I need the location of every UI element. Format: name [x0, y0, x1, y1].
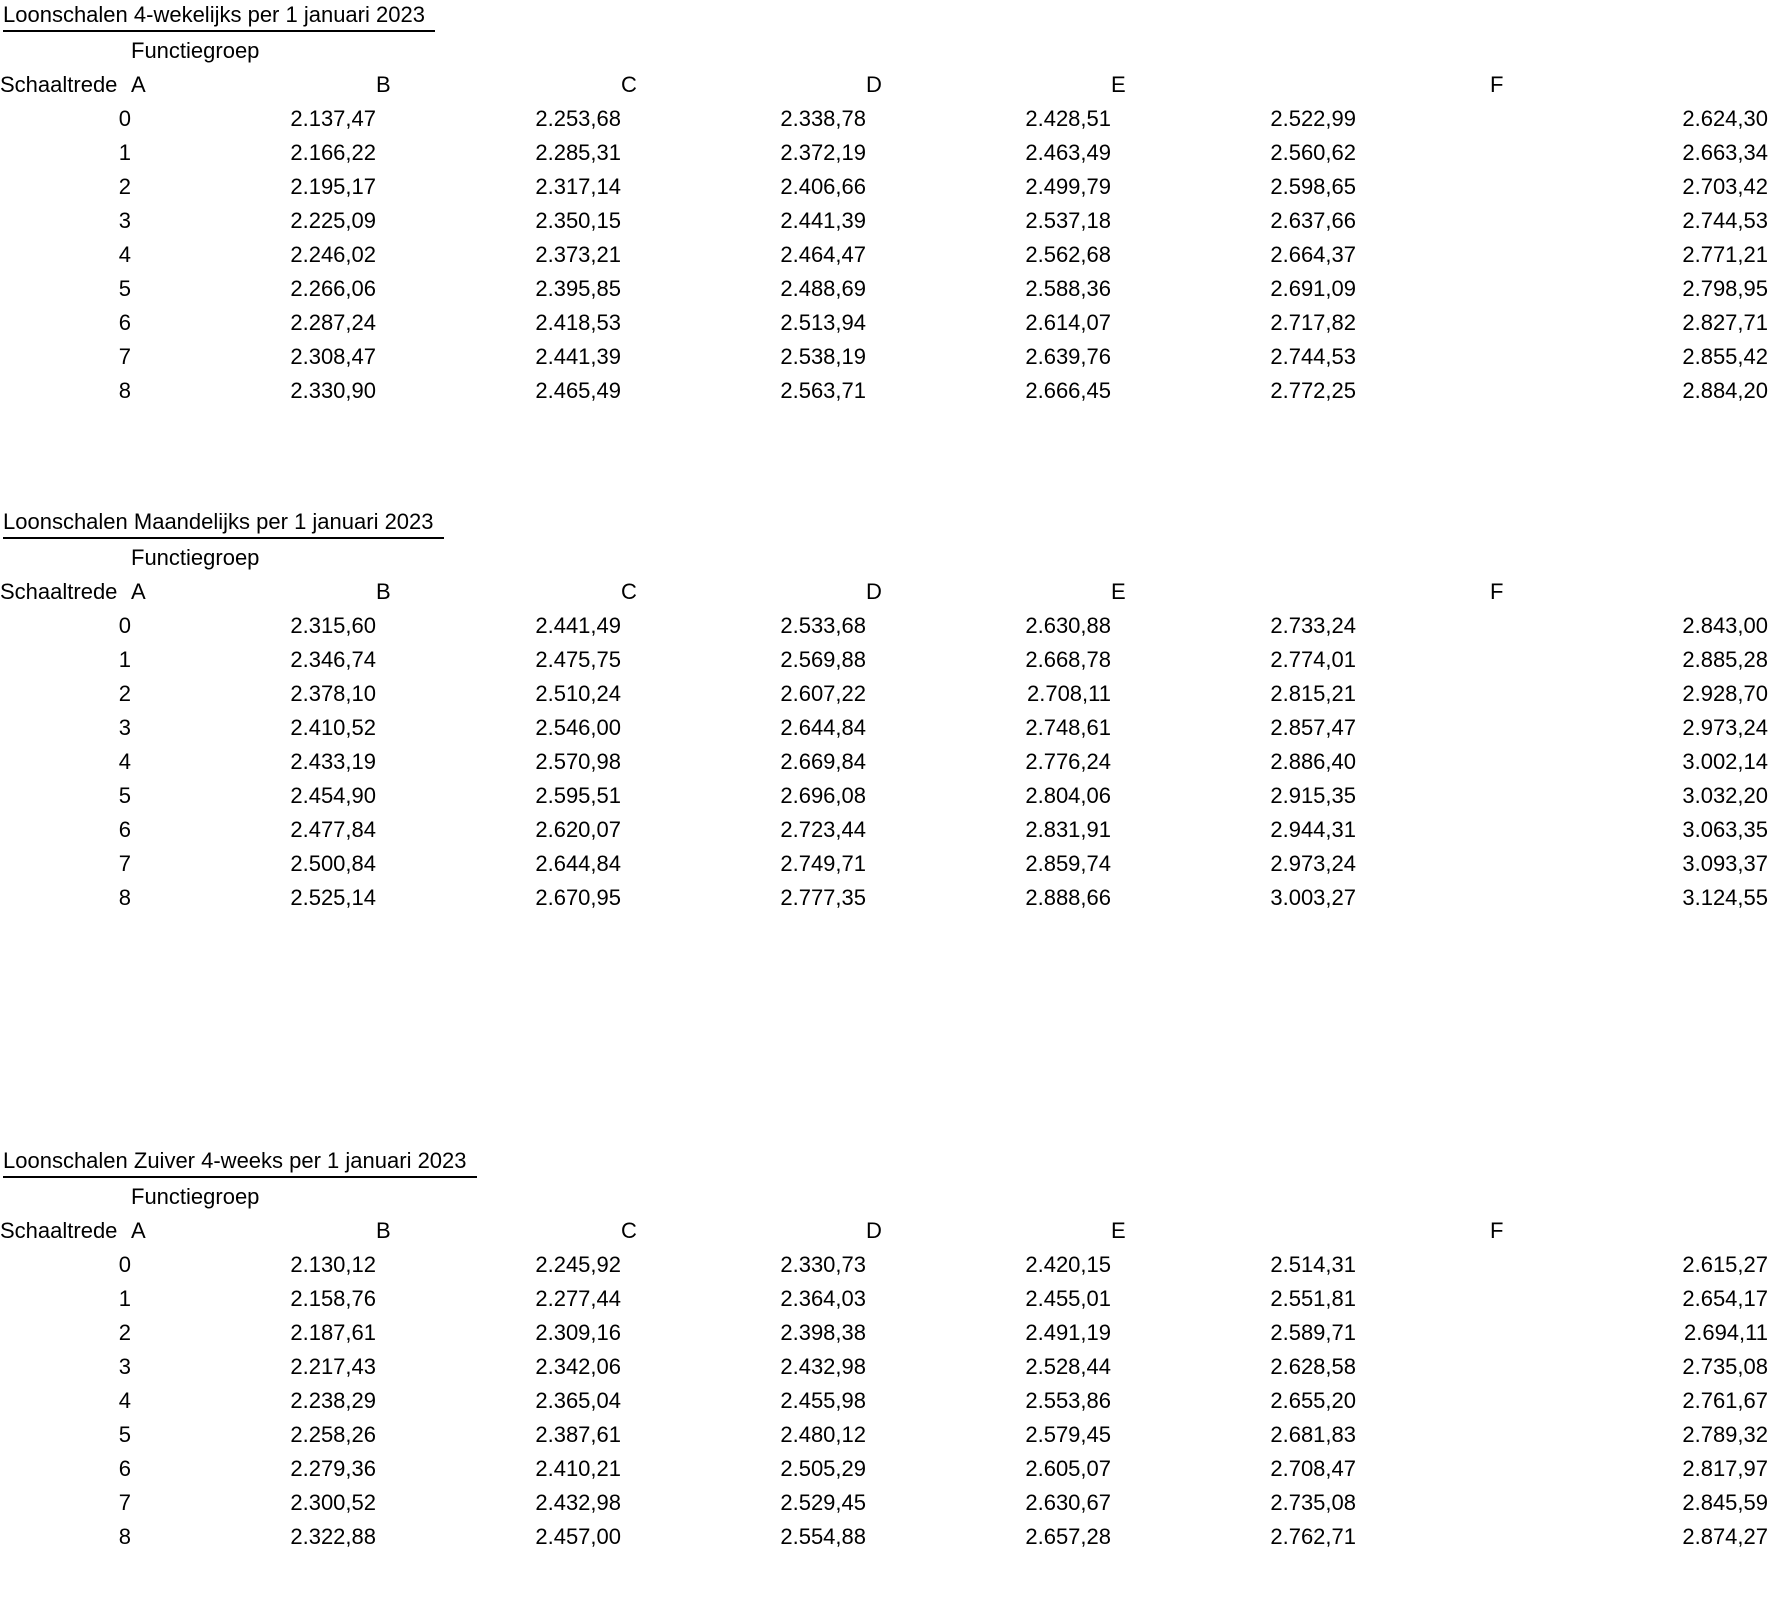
salary-cell: 2.258,26 [290, 1422, 376, 1447]
salary-cell: 2.373,21 [535, 242, 621, 267]
group-header-row [0, 1180, 1772, 1214]
salary-cell: 2.309,16 [535, 1320, 621, 1345]
salary-cell: 2.607,22 [780, 681, 866, 706]
column-header-d: D [866, 579, 882, 604]
salary-cell: 2.285,31 [535, 140, 621, 165]
salary-cell: 2.691,09 [1270, 276, 1356, 301]
column-header-f: F [1490, 72, 1504, 97]
table-row [0, 340, 1772, 374]
salary-cell: 2.614,07 [1025, 310, 1111, 335]
salary-cell: 2.620,07 [535, 817, 621, 842]
schaaltrede-value: 7 [118, 1490, 131, 1515]
salary-cell: 2.681,83 [1270, 1422, 1356, 1447]
table-block-4-wekelijks [0, 0, 1772, 408]
salary-cell: 2.463,49 [1025, 140, 1111, 165]
salary-cell: 3.093,37 [1682, 851, 1768, 876]
salary-cell: 3.124,55 [1682, 885, 1768, 910]
salary-cell: 2.455,98 [780, 1388, 866, 1413]
schaaltrede-value: 5 [118, 276, 131, 301]
schaaltrede-value: 0 [118, 106, 131, 131]
salary-cell: 2.166,22 [290, 140, 376, 165]
salary-cell: 2.857,47 [1270, 715, 1356, 740]
salary-cell: 2.432,98 [780, 1354, 866, 1379]
salary-cell: 2.418,53 [535, 310, 621, 335]
salary-cell: 2.287,24 [290, 310, 376, 335]
schaaltrede-value: 4 [118, 749, 131, 774]
table-row [0, 1248, 1772, 1282]
salary-cell: 2.845,59 [1682, 1490, 1768, 1515]
salary-cell: 2.441,39 [535, 344, 621, 369]
salary-cell: 2.668,78 [1025, 647, 1111, 672]
table-row [0, 1418, 1772, 1452]
salary-cell: 2.553,86 [1025, 1388, 1111, 1413]
salary-cell: 2.387,61 [535, 1422, 621, 1447]
salary-cell: 2.598,65 [1270, 174, 1356, 199]
salary-cell: 2.644,84 [535, 851, 621, 876]
salary-cell: 2.551,81 [1270, 1286, 1356, 1311]
schaaltrede-value: 8 [118, 378, 131, 403]
table-row [0, 238, 1772, 272]
salary-cell: 2.277,44 [535, 1286, 621, 1311]
column-header-d: D [866, 1218, 882, 1243]
salary-cell: 2.761,67 [1682, 1388, 1768, 1413]
salary-cell: 2.364,03 [780, 1286, 866, 1311]
salary-cell: 2.886,40 [1270, 749, 1356, 774]
salary-cell: 2.533,68 [780, 613, 866, 638]
salary-cell: 3.002,14 [1682, 749, 1768, 774]
schaaltrede-value: 2 [118, 174, 131, 199]
schaaltrede-value: 5 [118, 1422, 131, 1447]
salary-cell: 2.350,15 [535, 208, 621, 233]
salary-cell: 2.317,14 [535, 174, 621, 199]
schaaltrede-value: 0 [118, 1252, 131, 1277]
salary-cell: 2.441,39 [780, 208, 866, 233]
salary-cell: 2.253,68 [535, 106, 621, 131]
salary-cell: 2.639,76 [1025, 344, 1111, 369]
schaaltrede-value: 3 [118, 1354, 131, 1379]
salary-cell: 2.798,95 [1682, 276, 1768, 301]
salary-cell: 2.395,85 [535, 276, 621, 301]
column-header-c: C [621, 1218, 637, 1243]
salary-cell: 2.510,24 [535, 681, 621, 706]
salary-cell: 2.398,38 [780, 1320, 866, 1345]
group-header-row [0, 34, 1772, 68]
table-row [0, 306, 1772, 340]
salary-cell: 2.488,69 [780, 276, 866, 301]
table-row [0, 1350, 1772, 1384]
salary-cell: 2.654,17 [1682, 1286, 1768, 1311]
schaaltrede-value: 1 [118, 647, 131, 672]
column-header-f: F [1490, 1218, 1504, 1243]
schaaltrede-value: 6 [118, 817, 131, 842]
schaaltrede-label: Schaaltrede [0, 579, 118, 604]
salary-cell: 2.694,11 [1683, 1320, 1768, 1345]
salary-cell: 2.843,00 [1682, 613, 1768, 638]
salary-cell: 2.365,04 [535, 1388, 621, 1413]
salary-cell: 2.525,14 [290, 885, 376, 910]
table-row [0, 609, 1772, 643]
column-header-b: B [376, 579, 391, 604]
salary-cell: 2.410,21 [535, 1456, 621, 1481]
salary-cell: 2.560,62 [1270, 140, 1356, 165]
salary-cell: 2.663,34 [1682, 140, 1768, 165]
salary-cell: 2.420,15 [1025, 1252, 1111, 1277]
salary-cell: 2.589,71 [1270, 1320, 1356, 1345]
salary-cell: 2.457,00 [535, 1524, 621, 1549]
schaaltrede-value: 1 [118, 140, 131, 165]
salary-cell: 2.130,12 [290, 1252, 376, 1277]
salary-cell: 2.703,42 [1682, 174, 1768, 199]
salary-cell: 2.888,66 [1025, 885, 1111, 910]
salary-cell: 2.588,36 [1025, 276, 1111, 301]
salary-cell: 2.514,31 [1270, 1252, 1356, 1277]
salary-cell: 2.637,66 [1270, 208, 1356, 233]
table-row [0, 204, 1772, 238]
salary-cell: 2.733,24 [1270, 613, 1356, 638]
schaaltrede-value: 8 [118, 1524, 131, 1549]
salary-cell: 2.944,31 [1270, 817, 1356, 842]
table-row [0, 847, 1772, 881]
salary-cell: 2.322,88 [290, 1524, 376, 1549]
salary-cell: 2.884,20 [1682, 378, 1768, 403]
salary-cell: 3.063,35 [1682, 817, 1768, 842]
table-title [0, 507, 1772, 541]
salary-cell: 2.465,49 [535, 378, 621, 403]
salary-cell: 2.528,44 [1025, 1354, 1111, 1379]
table-title-text: Loonschalen 4-wekelijks per 1 januari 2023 [3, 0, 435, 32]
column-header-e: E [1111, 1218, 1126, 1243]
salary-cell: 2.338,78 [780, 106, 866, 131]
salary-cell: 2.771,21 [1682, 242, 1768, 267]
salary-cell: 2.630,67 [1025, 1490, 1111, 1515]
column-header-a: A [131, 1218, 146, 1243]
salary-cell: 2.433,19 [290, 749, 376, 774]
column-header-f: F [1490, 579, 1504, 604]
salary-cell: 2.330,90 [290, 378, 376, 403]
salary-cell: 2.744,53 [1270, 344, 1356, 369]
group-header-row [0, 541, 1772, 575]
table-title [0, 1146, 1772, 1180]
schaaltrede-value: 6 [118, 1456, 131, 1481]
salary-cell: 3.032,20 [1682, 783, 1768, 808]
column-header-row [0, 575, 1772, 609]
salary-cell: 2.480,12 [780, 1422, 866, 1447]
salary-cell: 2.342,06 [535, 1354, 621, 1379]
table-row [0, 374, 1772, 408]
column-header-e: E [1111, 579, 1126, 604]
column-header-row [0, 68, 1772, 102]
schaaltrede-value: 3 [118, 208, 131, 233]
salary-cell: 2.454,90 [290, 783, 376, 808]
salary-cell: 2.605,07 [1025, 1456, 1111, 1481]
salary-cell: 2.696,08 [780, 783, 866, 808]
salary-cell: 2.804,06 [1025, 783, 1111, 808]
salary-cell: 2.776,24 [1025, 749, 1111, 774]
salary-cell: 2.513,94 [780, 310, 866, 335]
salary-cell: 2.455,01 [1025, 1286, 1111, 1311]
table-title-text: Loonschalen Zuiver 4-weeks per 1 januari 2023 [3, 1146, 477, 1178]
schaaltrede-value: 4 [118, 1388, 131, 1413]
salary-cell: 2.266,06 [290, 276, 376, 301]
salary-cell: 2.774,01 [1270, 647, 1356, 672]
schaaltrede-value: 2 [118, 1320, 131, 1345]
schaaltrede-label: Schaaltrede [0, 1218, 118, 1243]
salary-cell: 2.546,00 [535, 715, 621, 740]
table-block-maandelijks [0, 507, 1772, 915]
salary-cell: 2.973,24 [1682, 715, 1768, 740]
salary-cell: 2.137,47 [290, 106, 376, 131]
table-row [0, 1452, 1772, 1486]
salary-cell: 2.831,91 [1025, 817, 1111, 842]
salary-cell: 2.744,53 [1682, 208, 1768, 233]
salary-cell: 2.346,74 [290, 647, 376, 672]
table-row [0, 881, 1772, 915]
table-row [0, 643, 1772, 677]
schaaltrede-value: 5 [118, 783, 131, 808]
salary-cell: 2.708,11 [1026, 681, 1111, 706]
salary-cell: 2.500,84 [290, 851, 376, 876]
salary-cell: 2.569,88 [780, 647, 866, 672]
salary-cell: 2.554,88 [780, 1524, 866, 1549]
table-block-zuiver-4-weeks [0, 1146, 1772, 1554]
table-row [0, 1282, 1772, 1316]
salary-cell: 2.762,71 [1270, 1524, 1356, 1549]
functiegroep-label: Functiegroep [131, 1184, 260, 1209]
salary-cell: 2.628,58 [1270, 1354, 1356, 1379]
table-row [0, 1384, 1772, 1418]
salary-cell: 2.915,35 [1270, 783, 1356, 808]
salary-cell: 2.874,27 [1682, 1524, 1768, 1549]
salary-cell: 2.315,60 [290, 613, 376, 638]
salary-cell: 2.664,37 [1270, 242, 1356, 267]
salary-cell: 2.579,45 [1025, 1422, 1111, 1447]
schaaltrede-value: 1 [118, 1286, 131, 1311]
salary-cell: 2.432,98 [535, 1490, 621, 1515]
salary-cell: 2.723,44 [780, 817, 866, 842]
column-header-row [0, 1214, 1772, 1248]
salary-cell: 2.827,71 [1682, 310, 1768, 335]
salary-cell: 2.595,51 [535, 783, 621, 808]
salary-cell: 2.477,84 [290, 817, 376, 842]
salary-table [0, 541, 1772, 915]
salary-cell: 2.300,52 [290, 1490, 376, 1515]
table-row [0, 1316, 1772, 1350]
salary-cell: 2.717,82 [1270, 310, 1356, 335]
salary-cell: 2.708,47 [1270, 1456, 1356, 1481]
salary-cell: 2.538,19 [780, 344, 866, 369]
column-header-b: B [376, 72, 391, 97]
salary-cell: 2.624,30 [1682, 106, 1768, 131]
salary-cell: 2.491,19 [1025, 1320, 1111, 1345]
salary-cell: 2.815,21 [1270, 681, 1356, 706]
table-row [0, 779, 1772, 813]
schaaltrede-value: 0 [118, 613, 131, 638]
salary-table [0, 1180, 1772, 1554]
functiegroep-label: Functiegroep [131, 38, 260, 63]
salary-cell: 3.003,27 [1270, 885, 1356, 910]
salary-cell: 2.655,20 [1270, 1388, 1356, 1413]
salary-cell: 2.777,35 [780, 885, 866, 910]
column-header-a: A [131, 72, 146, 97]
schaaltrede-value: 2 [118, 681, 131, 706]
schaaltrede-value: 7 [118, 851, 131, 876]
salary-cell: 2.735,08 [1270, 1490, 1356, 1515]
salary-cell: 2.372,19 [780, 140, 866, 165]
salary-cell: 2.475,75 [535, 647, 621, 672]
table-row [0, 711, 1772, 745]
schaaltrede-value: 7 [118, 344, 131, 369]
table-row [0, 1520, 1772, 1554]
salary-cell: 2.279,36 [290, 1456, 376, 1481]
table-title-text: Loonschalen Maandelijks per 1 januari 2023 [3, 507, 444, 539]
salary-cell: 2.669,84 [780, 749, 866, 774]
salary-cell: 2.428,51 [1025, 106, 1111, 131]
salary-cell: 2.245,92 [535, 1252, 621, 1277]
salary-cell: 2.537,18 [1025, 208, 1111, 233]
salary-cell: 2.187,61 [290, 1320, 376, 1345]
salary-cell: 2.308,47 [290, 344, 376, 369]
salary-cell: 2.748,61 [1025, 715, 1111, 740]
table-row [0, 1486, 1772, 1520]
column-header-d: D [866, 72, 882, 97]
salary-cell: 2.195,17 [290, 174, 376, 199]
table-row [0, 745, 1772, 779]
salary-cell: 2.499,79 [1025, 174, 1111, 199]
salary-cell: 2.217,43 [290, 1354, 376, 1379]
table-row [0, 102, 1772, 136]
salary-cell: 2.441,49 [535, 613, 621, 638]
salary-cell: 2.630,88 [1025, 613, 1111, 638]
salary-cell: 2.158,76 [290, 1286, 376, 1311]
table-title [0, 0, 1772, 34]
salary-cell: 2.246,02 [290, 242, 376, 267]
salary-cell: 2.666,45 [1025, 378, 1111, 403]
salary-cell: 2.644,84 [780, 715, 866, 740]
salary-cell: 2.410,52 [290, 715, 376, 740]
salary-cell: 2.378,10 [290, 681, 376, 706]
salary-cell: 2.859,74 [1025, 851, 1111, 876]
salary-cell: 2.464,47 [780, 242, 866, 267]
salary-cell: 2.570,98 [535, 749, 621, 774]
table-row [0, 170, 1772, 204]
schaaltrede-value: 8 [118, 885, 131, 910]
column-header-c: C [621, 72, 637, 97]
salary-cell: 2.817,97 [1682, 1456, 1768, 1481]
salary-cell: 2.238,29 [290, 1388, 376, 1413]
column-header-a: A [131, 579, 146, 604]
salary-cell: 2.735,08 [1682, 1354, 1768, 1379]
salary-cell: 2.973,24 [1270, 851, 1356, 876]
schaaltrede-label: Schaaltrede [0, 72, 118, 97]
schaaltrede-value: 6 [118, 310, 131, 335]
column-header-c: C [621, 579, 637, 604]
salary-cell: 2.225,09 [290, 208, 376, 233]
salary-cell: 2.928,70 [1682, 681, 1768, 706]
salary-cell: 2.615,27 [1682, 1252, 1768, 1277]
column-header-b: B [376, 1218, 391, 1243]
table-row [0, 136, 1772, 170]
salary-cell: 2.749,71 [780, 851, 866, 876]
salary-cell: 2.330,73 [780, 1252, 866, 1277]
salary-cell: 2.885,28 [1682, 647, 1768, 672]
salary-cell: 2.562,68 [1025, 242, 1111, 267]
functiegroep-label: Functiegroep [131, 545, 260, 570]
schaaltrede-value: 3 [118, 715, 131, 740]
salary-table [0, 34, 1772, 408]
salary-cell: 2.670,95 [535, 885, 621, 910]
salary-cell: 2.563,71 [780, 378, 866, 403]
table-row [0, 813, 1772, 847]
salary-cell: 2.529,45 [780, 1490, 866, 1515]
schaaltrede-value: 4 [118, 242, 131, 267]
salary-cell: 2.522,99 [1270, 106, 1356, 131]
column-header-e: E [1111, 72, 1126, 97]
salary-cell: 2.657,28 [1025, 1524, 1111, 1549]
salary-cell: 2.772,25 [1270, 378, 1356, 403]
salary-cell: 2.855,42 [1682, 344, 1768, 369]
table-row [0, 272, 1772, 306]
salary-cell: 2.789,32 [1682, 1422, 1768, 1447]
salary-cell: 2.505,29 [780, 1456, 866, 1481]
salary-cell: 2.406,66 [780, 174, 866, 199]
table-row [0, 677, 1772, 711]
